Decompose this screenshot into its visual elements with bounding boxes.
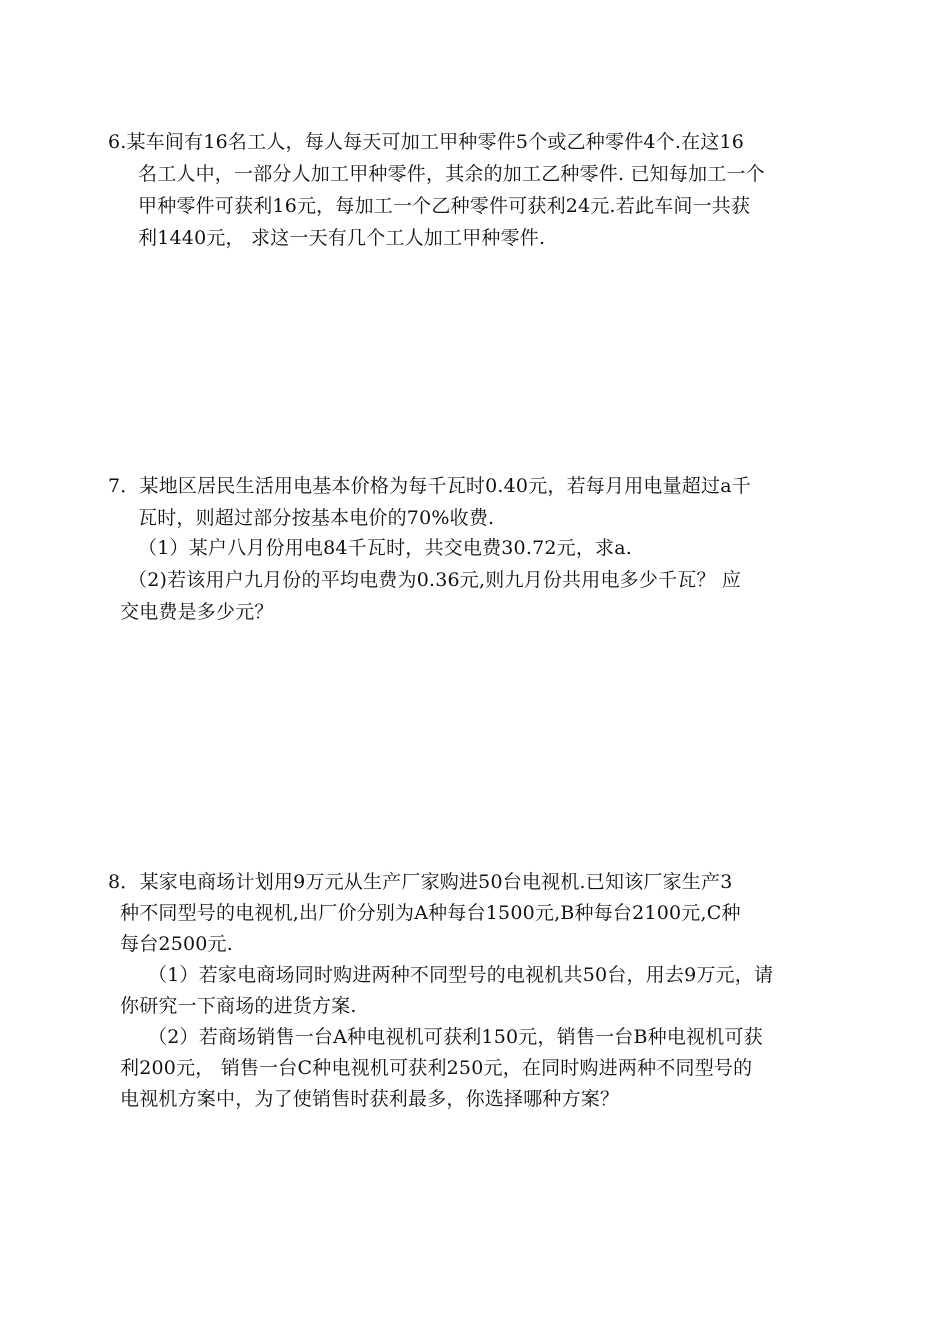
problem-7-line-2: 瓦时，则超过部分按基本电价的70%收费.: [138, 507, 495, 529]
problem-7-line-1: 7．某地区居民生活用电基本价格为每千瓦时0.40元，若每月用电量超过a千: [108, 475, 751, 497]
problem-7-line-3: （1）某户八月份用电84千瓦时，共交电费30.72元，求a.: [138, 537, 633, 559]
problem-7-line-4: （2)若该用户九月份的平均电费为0.36元,则九月份共用电多少千瓦？ 应: [128, 569, 742, 591]
problem-8-line-8: 电视机方案中，为了使销售时获利最多，你选择哪种方案？: [120, 1088, 620, 1110]
problem-6-line-2: 名工人中，一部分人加工甲种零件，其余的加工乙种零件. 已知每加工一个: [138, 163, 765, 185]
problem-8-line-1: 8．某家电商场计划用9万元从生产厂家购进50台电视机.已知该厂家生产3: [108, 871, 733, 893]
problem-8-line-7: 利200元， 销售一台C种电视机可获利250元，在同时购进两种不同型号的: [120, 1057, 753, 1079]
problem-8-line-3: 每台2500元.: [120, 933, 233, 955]
problem-8-line-6: （2）若商场销售一台A种电视机可获利150元，销售一台B种电视机可获: [148, 1026, 763, 1048]
problem-6-line-3: 甲种零件可获利16元，每加工一个乙种零件可获利24元.若此车间一共获: [138, 195, 751, 217]
problem-8-line-5: 你研究一下商场的进货方案.: [120, 995, 357, 1017]
problem-6-line-1: 6.某车间有16名工人，每人每天可加工甲种零件5个或乙种零件4个.在这16: [108, 131, 745, 153]
problem-6-line-4: 利1440元， 求这一天有几个工人加工甲种零件.: [138, 227, 546, 249]
problem-7-line-5: 交电费是多少元？: [120, 601, 274, 623]
problem-8-line-4: （1）若家电商场同时购进两种不同型号的电视机共50台，用去9万元，请: [148, 964, 774, 986]
problem-8-line-2: 种不同型号的电视机,出厂价分别为A种每台1500元,B种每台2100元,C种: [120, 902, 741, 924]
